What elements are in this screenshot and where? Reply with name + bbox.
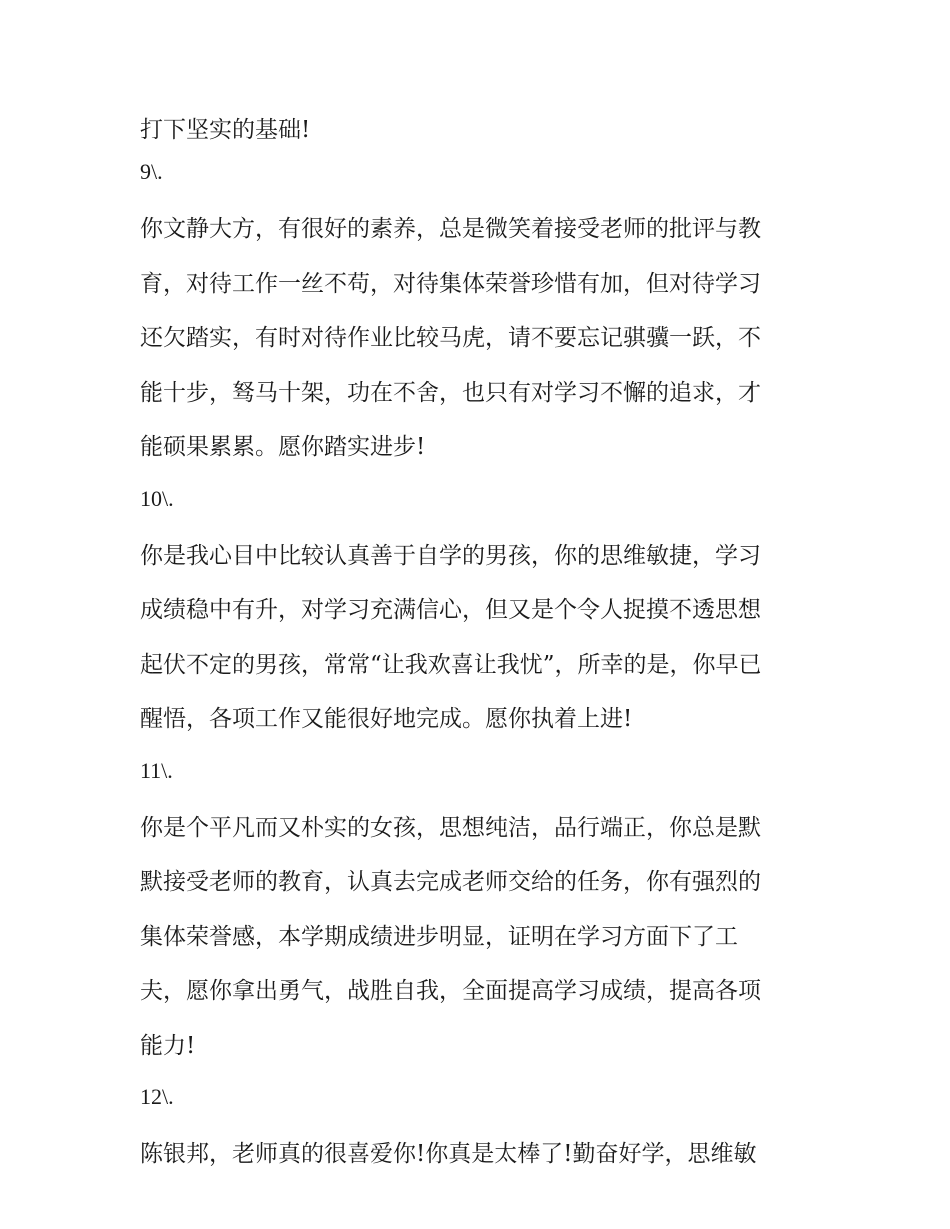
entry-9 xyxy=(140,154,812,475)
entry-paragraph xyxy=(140,202,812,475)
paragraph-line: 你文静大方，有很好的素养，总是微笑着接受老师的批评与教 xyxy=(140,216,761,242)
entry-10 xyxy=(140,481,812,747)
paragraph-line: 能硕果累累。愿你踏实进步! xyxy=(140,434,426,460)
entry-number: 12\. xyxy=(140,1084,174,1109)
entry-number: 11\. xyxy=(140,757,173,783)
paragraph-line: 育，对待工作一丝不苟，对待集体荣誉珍惜有加，但对待学习 xyxy=(140,270,761,297)
paragraph-line: 默接受老师的教育，认真去完成老师交给的任务，你有强烈的 xyxy=(140,869,761,895)
paragraph-line: 能十步，驽马十架，功在不舍，也只有对学习不懈的追求，才 xyxy=(140,379,761,406)
paragraph-line: 夫，愿你拿出勇气，战胜自我，全面提高学习成绩，提高各项 xyxy=(140,978,761,1004)
paragraph-line: 成绩稳中有升，对学习充满信心，但又是个令人捉摸不透思想 xyxy=(140,597,761,623)
entry-number: 10\. xyxy=(140,485,174,511)
entry-paragraph xyxy=(140,529,812,747)
entry-11 xyxy=(140,753,812,1074)
entry-12 xyxy=(140,1079,812,1182)
entry-paragraph xyxy=(140,801,812,1074)
document-page xyxy=(140,112,812,1182)
paragraph-line: 陈银邦，老师真的很喜爱你!你真是太棒了!勤奋好学，思维敏 xyxy=(140,1141,757,1167)
paragraph-line: 醒悟，各项工作又能很好地完成。愿你执着上进! xyxy=(140,706,633,732)
paragraph-line: 还欠踏实，有时对待作业比较马虎，请不要忘记骐骥一跃，不 xyxy=(140,325,761,351)
paragraph-line: 集体荣誉感，本学期成绩进步明显，证明在学习方面下了工 xyxy=(140,923,738,950)
entry-paragraph xyxy=(140,1127,812,1182)
paragraph-line: 能力! xyxy=(140,1032,196,1059)
paragraph-line: 起伏不定的男孩，常常“让我欢喜让我忧”，所幸的是，你早已 xyxy=(140,651,762,678)
paragraph-line: 你是个平凡而又朴实的女孩，思想纯洁，品行端正，你总是默 xyxy=(140,814,761,841)
lead-line: 打下坚实的基础! xyxy=(140,117,311,143)
paragraph-line: 你是我心目中比较认真善于自学的男孩，你的思维敏捷，学习 xyxy=(140,542,761,569)
entry-number: 9\. xyxy=(140,159,163,184)
